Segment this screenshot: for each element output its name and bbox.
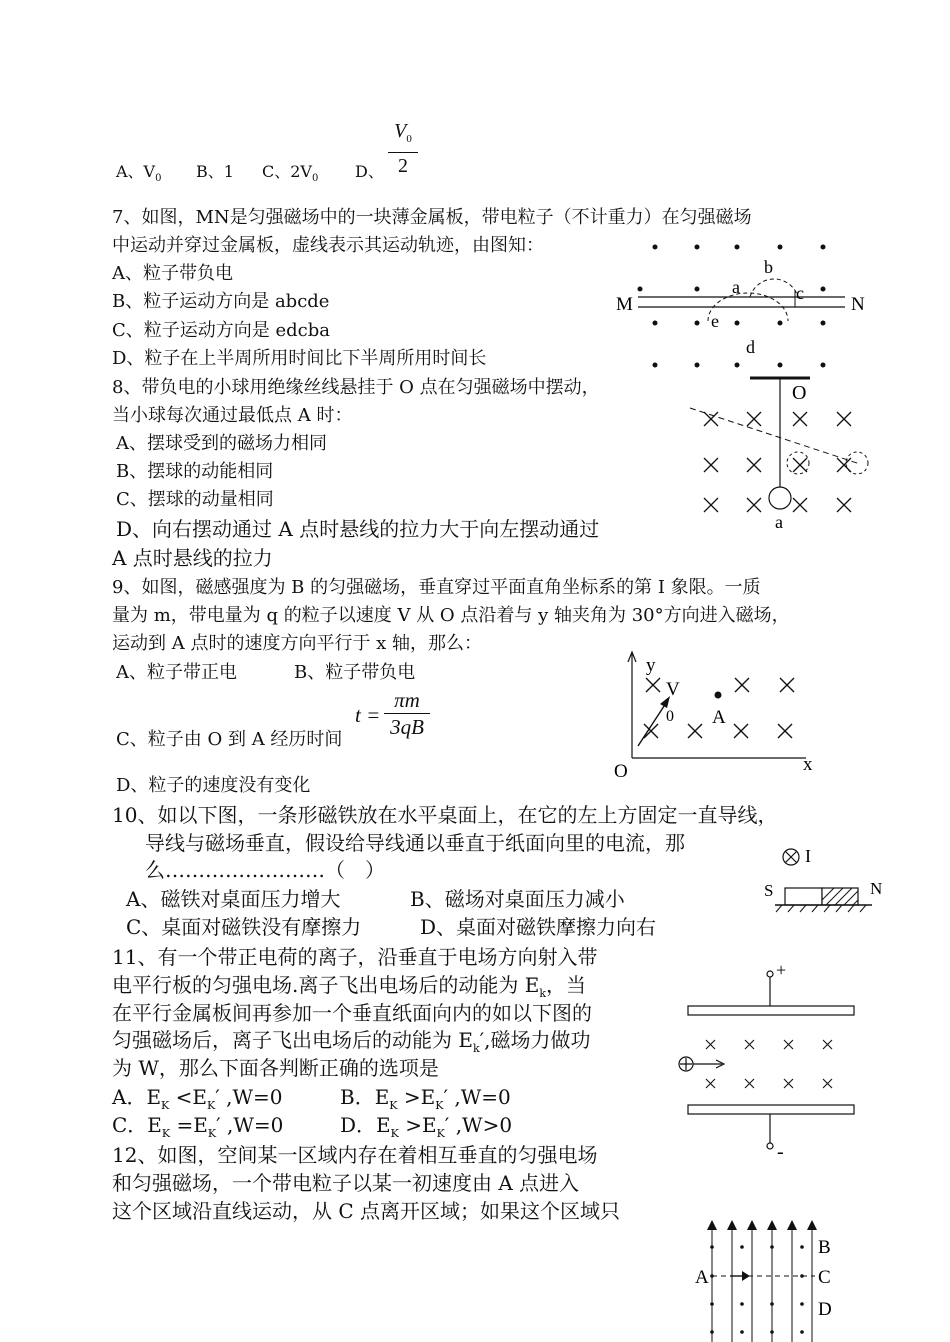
q7-option-b: B、粒子运动方向是 abcde [112,291,330,312]
q7-option-d: D、粒子在上半周所用时间比下半周所用时间长 [112,348,487,369]
q9-label-x: x [803,754,813,775]
q8-option-a: A、摆球受到的磁场力相同 [116,433,327,454]
q12-label-A: A [695,1267,709,1288]
q9-formula-fraction: $\frac{\pi m}{3qB}$ [384,688,430,740]
q10-option-a: A、磁铁对桌面压力增大 [126,887,341,911]
q10-option-d: D、桌面对磁铁摩擦力向右 [420,915,657,939]
q8-option-d-line1: D、向右摆动通过 A 点时悬线的拉力大于向左摆动通过 [116,517,600,541]
q11-stem-line3: 在平行金属板间再参加一个垂直纸面向内的如以下图的 [112,1001,592,1025]
q7-stem-line1: 7、如图，MN是匀强磁场中的一块薄金属板，带电粒子（不计重力）在匀强磁场 [112,207,752,228]
q7-label-a: a [732,277,740,297]
q8-option-d-line2: A 点时悬线的拉力 [112,546,273,570]
q9-option-c: C、粒子由 O 到 A 经历时间 [116,729,343,750]
q11-stem-line5: 为 W，那么下面各判断正确的选项是 [112,1056,439,1080]
q12-stem-line3: 这个区域沿直线运动，从 C 点离开区域；如果这个区域只 [112,1199,621,1223]
q9-label-V: V [666,679,680,700]
q8-label-a: a [775,512,783,532]
q11-option-a: A．$E_K <E_K'$ ,W=0 [112,1085,283,1112]
q12-stem-line2: 和匀强磁场，一个带电粒子以某一初速度由 A 点进入 [112,1171,580,1195]
q9-label-O: O [614,761,628,782]
q9-option-a: A、粒子带正电 [116,662,237,683]
q9-figure [610,650,820,780]
q11-option-c: C．$E_K =E_K'$ ,W=0 [112,1113,284,1140]
q7-option-c: C、粒子运动方向是 edcba [112,320,331,341]
q9-option-b: B、粒子带负电 [294,662,416,683]
q11-stem-line2: 电平行板的匀强电场.离子飞出电场后的动能为 $E_k$，当 [112,973,586,1000]
q10-figure [760,840,890,920]
q6-option-a: A、$V_0$ [116,162,162,185]
q7-figure [610,235,880,375]
q7-label-c: c [796,283,804,303]
q10-option-c: C、桌面对磁铁没有摩擦力 [126,915,362,939]
q9-stem-line3: 运动到 A 点时的速度方向平行于 x 轴，那么： [112,633,483,654]
q9-formula-lhs: t = [355,703,381,727]
q10-stem-line2: 导线与磁场垂直，假设给导线通以垂直于纸面向里的电流，那 [145,831,685,855]
q10-label-I: I [805,846,811,866]
q12-label-D: D [818,1299,832,1320]
q6-option-d: D、 [355,162,384,181]
q7-label-b: b [764,257,773,277]
q12-stem-line1: 12、如图，空间某一区域内存在着相互垂直的匀强电场 [112,1143,598,1167]
q9-stem-line1: 9、如图，磁感强度为 B 的匀强磁场，垂直穿过平面直角坐标系的第 I 象限。一质 [112,577,761,598]
q8-option-c: C、摆球的动量相同 [116,489,274,510]
q11-label-plus: + [776,960,787,980]
q10-option-b: B、磁场对桌面压力减小 [410,887,625,911]
q9-stem-line2: 量为 m，带电量为 q 的粒子以速度 V 从 O 点沿着与 y 轴夹角为 30°方向进入磁场， [112,605,790,626]
q11-option-b: B．$E_K >E_K'$ ,W=0 [340,1085,511,1112]
q12-label-B: B [818,1237,831,1258]
q10-stem-line1: 10、如以下图，一条形磁铁放在水平桌面上，在它的左上方固定一直导线， [112,803,778,827]
q7-label-e: e [711,311,719,331]
q12-figure [690,1212,850,1342]
q10-label-S: S [764,881,774,900]
q7-label-N: N [851,294,865,315]
q6-option-b: B、1 [196,162,234,181]
q9-label-y: y [646,655,656,676]
q11-figure [670,960,870,1163]
q12-label-C: C [818,1267,831,1288]
q8-stem-line2: 当小球每次通过最低点 A 时： [112,405,353,426]
q8-label-O: O [792,382,807,404]
q9-label-A: A [712,707,726,728]
q7-label-d: d [746,337,755,357]
q9-option-d: D、粒子的速度没有变化 [116,775,311,796]
q9-label-0: 0 [666,708,674,725]
q11-stem-line1: 11、有一个带正电荷的离子，沿垂直于电场方向射入带 [112,945,598,969]
q6-fraction: $\frac{V_0}{2}$ [388,118,418,179]
q8-figure [680,370,880,540]
q11-option-d: D．$E_K >E_K'$ ,W>0 [340,1113,513,1140]
q7-label-M: M [616,294,633,315]
q11-label-minus: - [777,1141,784,1163]
q8-option-b: B、摆球的动能相同 [116,461,274,482]
q7-option-a: A、粒子带负电 [112,263,233,284]
q8-stem-line1: 8、带负电的小球用绝缘丝线悬挂于 O 点在匀强磁场中摆动， [112,377,600,398]
q11-stem-line4: 匀强磁场后，离子飞出电场后的动能为 $E_k'$,磁场力做功 [112,1028,591,1055]
q10-stem-line3: 么……………………（ ） [145,858,385,882]
q10-label-N: N [870,879,883,898]
q7-stem-line2: 中运动并穿过金属板，虚线表示其运动轨迹，由图知： [112,235,544,256]
q6-option-c: C、$2V_0$ [262,162,319,185]
